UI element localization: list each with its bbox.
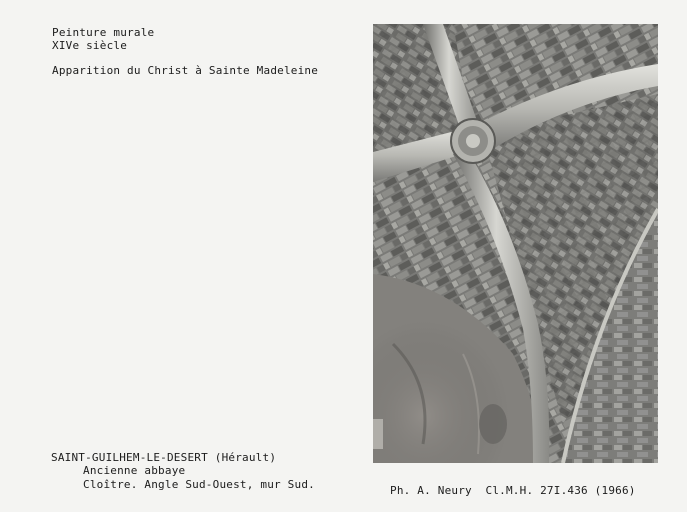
site-name: SAINT-GUILHEM-LE-DESERT (Hérault) (51, 451, 277, 464)
vault-photograph (373, 24, 658, 463)
vault-photo-image (373, 24, 658, 463)
subject-title: Apparition du Christ à Sainte Madeleine (52, 64, 319, 77)
technique-label: Peinture murale (52, 26, 155, 39)
building-name: Ancienne abbaye (83, 464, 186, 477)
location-detail: Cloître. Angle Sud-Ouest, mur Sud. (83, 478, 315, 491)
century-label: XIVe siècle (52, 39, 128, 52)
photo-credit: Ph. A. Neury Cl.M.H. 27I.436 (1966) (390, 484, 636, 497)
